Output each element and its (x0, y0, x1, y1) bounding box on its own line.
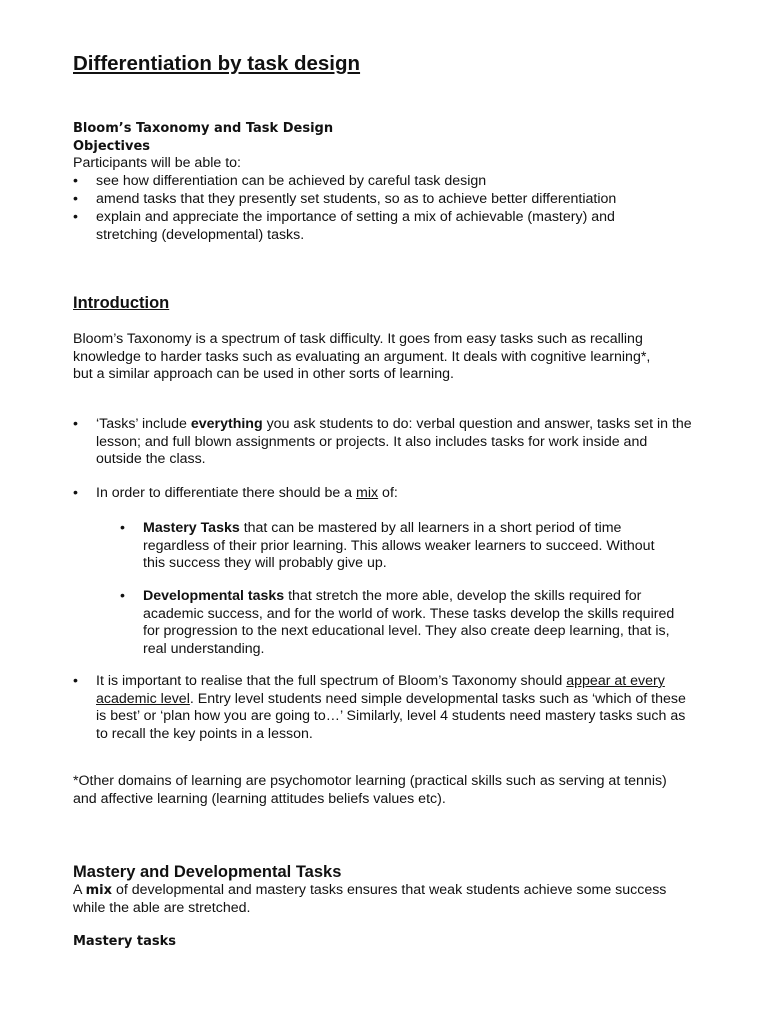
objective-text: see how differentiation can be achieved by careful task design (96, 173, 487, 189)
tasks-bullet-text: ‘Tasks’ include everything you ask students to do: verbal question and answer, tasks set in the lesson; and full blown assignments or projects. It also includes tasks for work inside and outside the class. (96, 416, 692, 468)
objective-text: amend tasks that they presently set students, so as to achieve better differentiation (96, 191, 617, 207)
mastery-tasks-heading: Mastery tasks (73, 934, 176, 949)
bullet-icon: • (120, 588, 125, 604)
objective-text: explain and appreciate the importance of setting a mix of achievable (mastery) and stretching (developmental) tasks. (96, 209, 615, 243)
footnote: *Other domains of learning are psychomotor learning (practical skills such as serving at tennis) and affective learning (learning attitudes beliefs values etc). (73, 773, 667, 807)
bullet-icon: • (73, 673, 78, 689)
important-bullet-text: It is important to realise that the full spectrum of Bloom’s Taxonomy should appear at every academic level. Entry level students need simple developmental tasks such as ‘which of these is best’ or ‘plan how you are going to…’ Similarly, level 4 students need mastery tasks such as to recall the key points in a lesson. (96, 673, 686, 742)
participants-intro: Participants will be able to: (73, 155, 241, 171)
bullet-icon: • (120, 520, 125, 536)
bullet-icon: • (73, 191, 78, 207)
bullet-icon: • (73, 173, 78, 189)
mix-paragraph: A mix of developmental and mastery tasks ensures that weak students achieve some success while the able are stretched. (73, 882, 667, 916)
introduction-heading: Introduction (73, 294, 170, 312)
mastery-subbullet-text: Mastery Tasks that can be mastered by all learners in a short period of time regardless of their prior learning. This allows weaker learners to succeed. Without this success they will probably give up. (143, 520, 655, 572)
bullet-icon: • (73, 209, 78, 225)
bullet-icon: • (73, 485, 78, 501)
differentiate-bullet-text: In order to differentiate there should be a mix of: (96, 485, 398, 501)
objectives-heading: Objectives (73, 139, 151, 154)
bullet-icon: • (73, 416, 78, 432)
page-title: Differentiation by task design (73, 52, 361, 75)
developmental-subbullet-text: Developmental tasks that stretch the more able, develop the skills required for academic success, and for the world of work. These tasks develop the skills required for progression to the next educational level. They also create deep learning, that is, real understanding. (143, 588, 675, 657)
blooms-heading: Bloom’s Taxonomy and Task Design (73, 121, 334, 136)
mastery-dev-heading: Mastery and Developmental Tasks (73, 863, 342, 881)
intro-paragraph: Bloom’s Taxonomy is a spectrum of task difficulty. It goes from easy tasks such as recalling knowledge to harder tasks such as evaluating an argument. It deals with cognitive learning*, but a similar approach can be used in other sorts of learning. (73, 331, 651, 383)
